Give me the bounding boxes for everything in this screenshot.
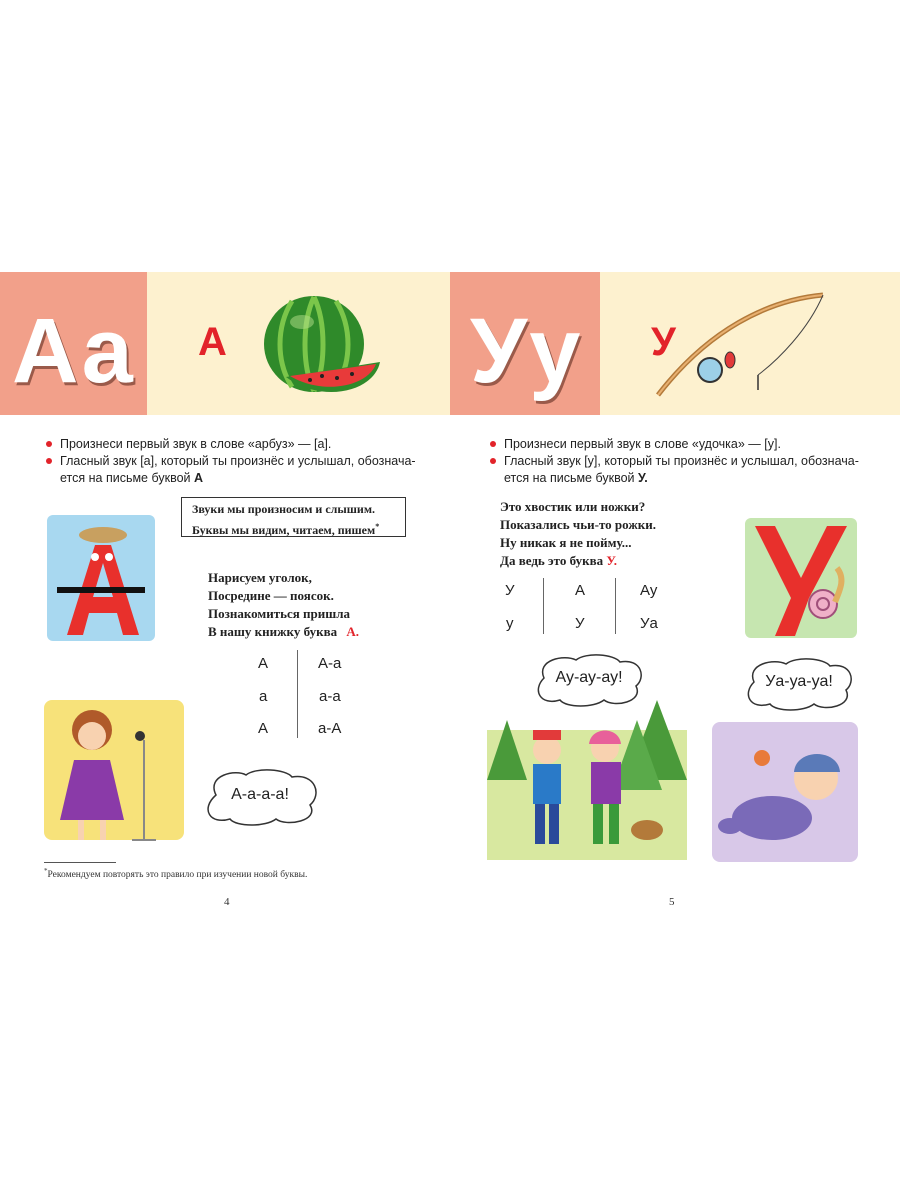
grid-divider	[615, 578, 616, 634]
bullet-dot	[490, 458, 496, 464]
letter-u-character-image	[745, 518, 857, 638]
poem-line: Это хвостик или ножки?	[500, 499, 646, 514]
kids-in-forest-image	[487, 700, 687, 865]
poem-line-text: В нашу книжку буква	[208, 624, 341, 639]
bubble-text: А-а-а-а!	[231, 786, 289, 803]
left-page-number: 4	[224, 896, 230, 908]
right-bullet-2	[490, 453, 890, 487]
poem-line: Ну никак я не пойму...	[500, 535, 632, 550]
bullet-text: Произнеси первый звук в слове «удочка» — [у].	[504, 437, 781, 451]
grid-cell: Уа	[640, 615, 658, 632]
singing-girl-image	[44, 690, 184, 850]
grid-cell: У	[505, 582, 515, 599]
grid-cell: Ау	[640, 582, 658, 599]
bubble-text: Уа-уа-уа!	[765, 673, 833, 690]
bullet-text: Гласный звук [у], который ты произнёс и услышал, обознача-	[504, 454, 859, 468]
poem-line: Нарисуем уголок,	[208, 570, 312, 585]
poem-line: Познакомиться пришла	[208, 606, 351, 621]
grid-cell: А-а	[318, 655, 342, 672]
bullet-text-part: ется на письме буквой	[60, 471, 194, 485]
rule-line-1: Звуки мы произносим и слышим.	[192, 502, 375, 516]
bullet-dot	[490, 441, 496, 447]
left-bullet-2	[46, 453, 436, 487]
grid-cell: У	[575, 615, 585, 632]
right-big-letters: Уу	[470, 300, 583, 402]
footnote	[44, 867, 307, 880]
rule-line-2	[192, 518, 405, 539]
bullet-text: Гласный звук [а], который ты произнёс и услышал, обознача-	[60, 454, 416, 468]
footnote-text: Рекомендуем повторять это правило при изучении новой буквы.	[47, 870, 308, 881]
rule-box	[181, 497, 406, 537]
grid-cell: А	[258, 655, 269, 672]
bullet-text: Произнеси первый звук в слове «арбуз» — [а].	[60, 437, 332, 451]
left-poem	[208, 569, 359, 641]
left-big-letters: Аа	[12, 300, 135, 402]
grid-cell: а-А	[318, 720, 342, 737]
letter-a-character-image	[47, 515, 155, 641]
poem-line: Посредине — поясок.	[208, 588, 334, 603]
bullet-letter: А	[193, 471, 204, 485]
bullet-text-part: ется на письме буквой	[504, 471, 638, 485]
right-speech-bubble-right	[740, 656, 858, 712]
bullet-dot	[46, 441, 52, 447]
crying-baby-image	[712, 722, 858, 862]
grid-cell: а-а	[319, 688, 341, 705]
poem-line: Показались чьи-то рожки.	[500, 517, 656, 532]
left-speech-bubble	[196, 765, 324, 829]
grid-cell: у	[506, 615, 514, 632]
grid-divider	[297, 650, 298, 738]
right-page-number: 5	[669, 896, 675, 908]
rule-line-2-text: Буквы мы видим, читаем, пишем	[192, 523, 376, 537]
rule-mark: *	[375, 522, 380, 531]
poem-red-letter: У.	[606, 553, 618, 568]
bullet-text-cont	[60, 470, 203, 487]
bullet-dot	[46, 458, 52, 464]
right-red-letter: У	[651, 320, 676, 364]
grid-cell: А	[258, 720, 269, 737]
poem-line-text: Да ведь это буква	[500, 553, 607, 568]
grid-cell: а	[259, 688, 268, 705]
poem-line	[500, 552, 656, 570]
poem-red-letter: А.	[346, 624, 359, 639]
bubble-text: Ау-ау-ау!	[555, 669, 623, 686]
left-red-letter: А	[198, 320, 227, 364]
footnote-mark: *	[44, 867, 48, 875]
bullet-text-cont	[504, 470, 648, 487]
right-poem	[500, 498, 656, 570]
poem-line	[208, 623, 359, 641]
fishing-rod-image	[648, 290, 828, 408]
grid-cell: А	[575, 582, 586, 599]
grid-divider	[543, 578, 544, 634]
footnote-rule	[44, 862, 116, 863]
watermelon-image	[262, 292, 388, 404]
bullet-letter: У.	[637, 471, 648, 485]
